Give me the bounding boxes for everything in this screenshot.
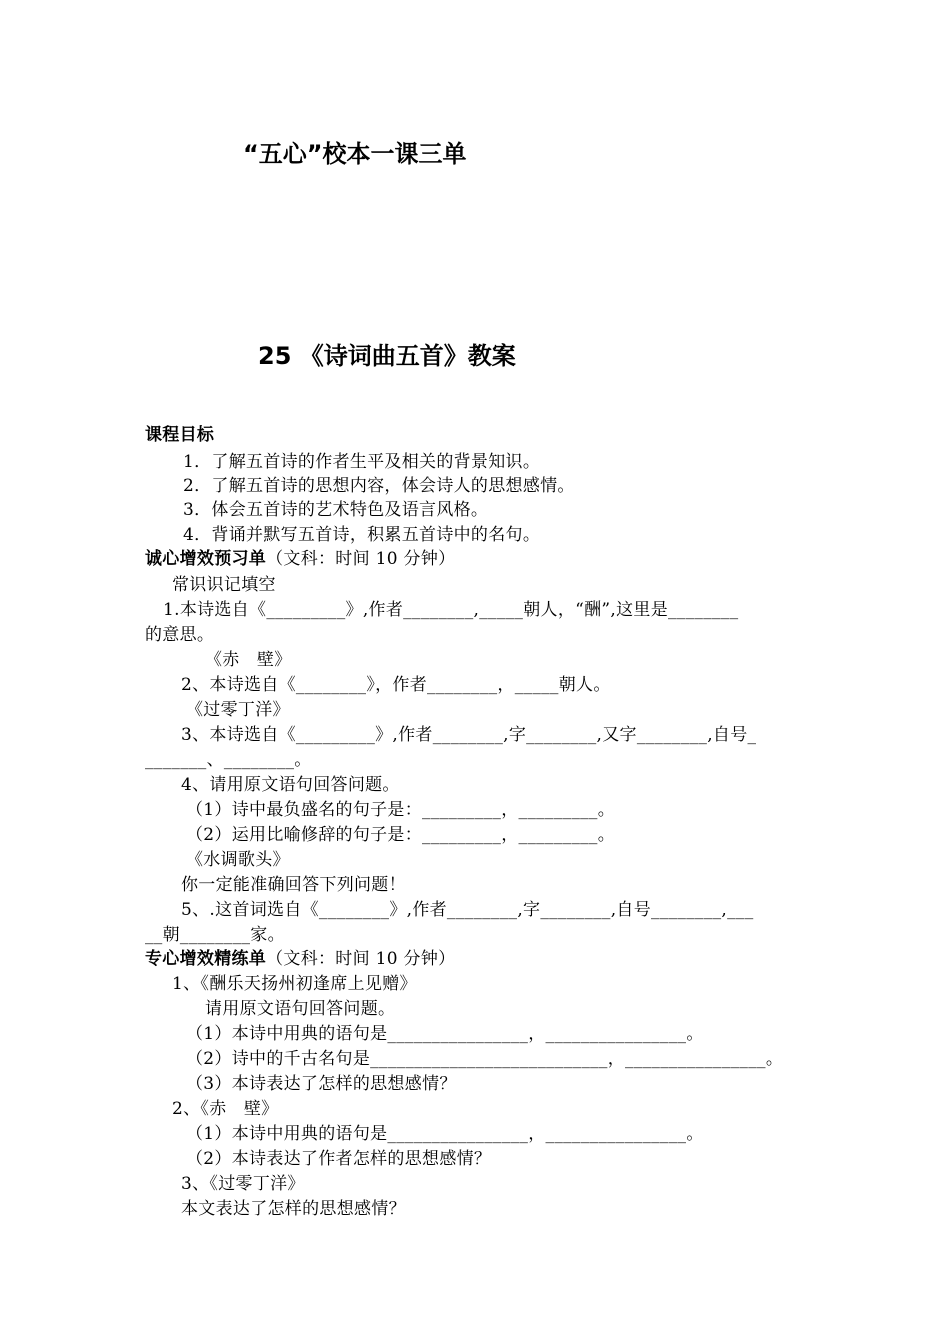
practice-p2-2: （2）本诗表达了作者怎样的思想感情？ <box>186 1149 492 1169</box>
practice-p2-1: （1）本诗中用典的语句是________________，________________。 <box>186 1124 704 1144</box>
preview-heading-text: 诚心增效预习单 <box>145 549 267 569</box>
practice-p3-title: 3、《过零丁洋》 <box>181 1174 305 1194</box>
preview-q5-line1: 5、.这首词选自《________》,作者________,字________,自号________,___ <box>181 900 754 920</box>
objectives-heading-text: 课程目标 <box>145 425 215 445</box>
poem-title-dingyang: 《过零丁洋》 <box>186 700 290 720</box>
practice-p1-title: 1、《酬乐天扬州初逢席上见赠》 <box>172 974 417 994</box>
preview-q4-2: （2）运用比喻修辞的句子是：_________，_________。 <box>186 825 616 845</box>
preview-heading <box>145 547 455 571</box>
preview-q5-line2: __朝________家。 <box>145 925 285 945</box>
practice-heading <box>145 947 455 971</box>
header-title: “五心”校本一课三单 <box>243 140 467 168</box>
practice-heading-text: 专心增效精练单 <box>145 949 267 969</box>
practice-p2-title: 2、《赤 壁》 <box>172 1099 279 1119</box>
preview-q4-1: （1）诗中最负盛名的句子是：_________，_________。 <box>186 800 616 820</box>
objective-item-3: 3．体会五首诗的艺术特色及语言风格。 <box>183 500 489 520</box>
preview-q1-line1: 1.本诗选自《_________》,作者________,_____朝人，“酬”,这里是________ <box>163 600 739 620</box>
objectives-heading <box>145 423 214 447</box>
poem-title-chibi: 《赤 壁》 <box>205 650 292 670</box>
objective-item-4: 4．背诵并默写五首诗，积累五首诗中的名句。 <box>183 525 541 545</box>
preview-subtitle: 常识识记填空 <box>172 575 276 595</box>
preview-q3-line1: 3、本诗选自《_________》,作者________,字________,又字________,自号_ <box>181 725 757 745</box>
preview-q1-line2: 的意思。 <box>145 625 215 645</box>
practice-p1-intro: 请用原文语句回答问题。 <box>205 999 396 1019</box>
poem-title-shuidiao: 《水调歌头》 <box>186 850 290 870</box>
practice-p1-1: （1）本诗中用典的语句是________________，________________。 <box>186 1024 704 1044</box>
preview-note: （文科：时间 10 分钟） <box>266 549 456 569</box>
practice-note: （文科：时间 10 分钟） <box>266 949 456 969</box>
preview-q4: 4、请用原文语句回答问题。 <box>181 775 400 795</box>
objective-item-1: 1．了解五首诗的作者生平及相关的背景知识。 <box>183 452 541 472</box>
practice-p3-1: 本文表达了怎样的思想感情？ <box>181 1199 406 1219</box>
practice-p1-3: （3）本诗表达了怎样的思想感情？ <box>186 1074 457 1094</box>
objective-item-2: 2．了解五首诗的思想内容，体会诗人的思想感情。 <box>183 476 575 496</box>
practice-p1-2: （2）诗中的千古名句是___________________________，________________。 <box>186 1049 784 1069</box>
preview-q3-line2: _______、________。 <box>145 750 312 770</box>
preview-q2: 2、本诗选自《________》，作者________，_____朝人。 <box>181 675 611 695</box>
lesson-title: 25 《诗词曲五首》教案 <box>258 342 516 370</box>
preview-q5-intro: 你一定能准确回答下列问题！ <box>181 875 406 895</box>
